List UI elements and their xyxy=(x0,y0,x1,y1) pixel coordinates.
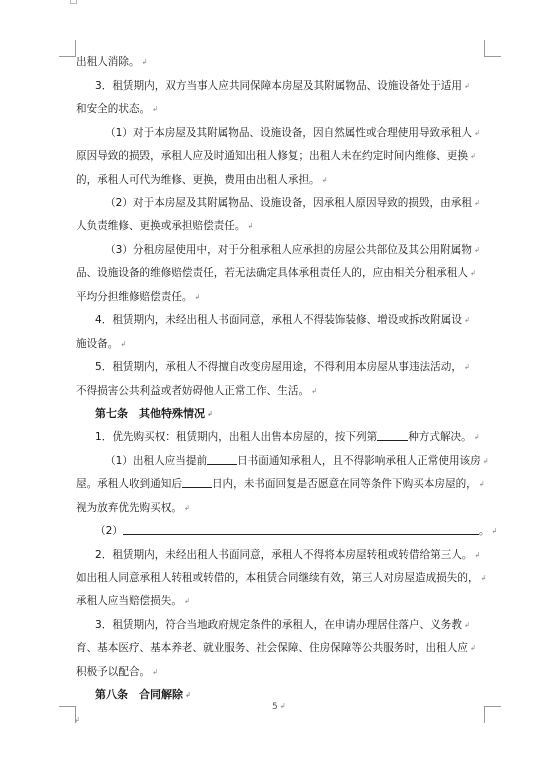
line-text: 视为放弃优先购买权。 xyxy=(76,502,182,514)
paragraph-mark: ↲ xyxy=(463,316,470,324)
line-text: 平均分担维修赔偿责任。 xyxy=(76,291,193,303)
text-segment: （1）出租人应当提前 xyxy=(105,455,208,467)
paragraph-mark: ↲ xyxy=(469,644,476,652)
line-text: 如出租人同意承租人转租或转借的，本租赁合同继续有效，第三人对房屋造成损失的， xyxy=(76,572,479,584)
text-line xyxy=(95,548,557,562)
paragraph-mark: ↲ xyxy=(141,58,148,66)
text-line xyxy=(76,641,557,655)
line-text: 5．租赁期内，承租人不得擅自改变房屋用途，不得利用本房屋从事违法活动， xyxy=(95,361,462,373)
text-line xyxy=(76,173,557,187)
paragraph-mark: ↲ xyxy=(311,387,317,395)
line-text: 第八条 合同解除 xyxy=(95,688,183,701)
line-text: 4．租赁期内，未经出租人书面同意，承租人不得装饰装修、增设或拆改附属设 xyxy=(95,314,462,326)
line-text: 和安全的状态。 xyxy=(76,103,151,115)
text-line xyxy=(76,571,557,585)
fill-in-blank[interactable] xyxy=(182,477,212,488)
paragraph-mark: ↲ xyxy=(194,293,201,301)
paragraph-mark: ↲ xyxy=(480,574,487,582)
text-line xyxy=(95,360,557,374)
line-text: 2．租赁期内，未经出租人书面同意，承租人不得将本房屋转租或转借给第三人。 xyxy=(95,549,473,561)
line-text: （2）对于本房屋及其附属物品、设施设备，因承租人原因导致的损毁，由承租 xyxy=(105,197,472,209)
paragraph-mark: ↲ xyxy=(152,668,159,676)
text-segment: （2） xyxy=(95,525,123,537)
paragraph-mark: ↲ xyxy=(491,527,498,535)
text-line xyxy=(76,55,557,69)
text-segment: 。 xyxy=(478,525,490,537)
paragraph-mark: ↲ xyxy=(469,152,476,160)
paragraph-mark: ↲ xyxy=(185,691,191,699)
text-line xyxy=(105,196,557,210)
text-line xyxy=(76,384,557,398)
text-line xyxy=(76,290,557,304)
text-segment: 日内，未书面回复是否愿意在同等条件下购买本房屋的， xyxy=(211,478,477,490)
line-text: 3．租赁期内，双方当事人应共同保障本房屋及其附属物品、设施设备处于适用 xyxy=(95,80,462,92)
text-line xyxy=(95,313,557,327)
fill-in-blank[interactable] xyxy=(207,454,237,465)
line-text: 品、设施设备的维修赔偿责任，若无法确定具体承租责任人的，应由相关分租承租人 xyxy=(76,267,468,279)
line-text: 的，承租人可代为维修、更换，费用由出租人承担。 xyxy=(76,174,320,186)
text-line xyxy=(105,243,557,257)
text-line xyxy=(105,126,557,140)
line-text: 第七条 其他特殊情况 xyxy=(95,407,205,420)
line-text: 出租人消除。 xyxy=(76,56,140,68)
paragraph-mark: ↲ xyxy=(183,597,190,605)
paragraph-mark: ↲ xyxy=(473,246,480,254)
text-line xyxy=(76,337,557,351)
text-line xyxy=(76,665,557,679)
text-line xyxy=(76,501,557,515)
text-line xyxy=(76,219,557,233)
text-line xyxy=(95,79,557,93)
text-line xyxy=(76,266,557,280)
paragraph-mark: ↲ xyxy=(473,129,480,137)
paragraph-mark: ↲ xyxy=(463,621,470,629)
paragraph-mark: ↲ xyxy=(473,433,480,441)
line-text: （3）分租房屋使用中，对于分租承租人应承担的房屋公共部位及其公用附属物 xyxy=(105,244,472,256)
line-text: 积极予以配合。 xyxy=(76,666,151,678)
text-line xyxy=(95,524,557,538)
line-text: 育、基本医疗、基本养老、就业服务、社会保障、住房保障等公共服务时，出租人应 xyxy=(76,642,468,654)
paragraph-mark: ↲ xyxy=(321,176,328,184)
top-edge-mark xyxy=(70,0,77,4)
text-segment: 种方式解决。 xyxy=(408,431,472,443)
line-text: 原因导致的损毁，承租人应及时通知出租人修复；出租人未在约定时间内维修、更换 xyxy=(76,150,468,162)
line-text: 施设备。 xyxy=(76,338,119,350)
paragraph-mark: ↲ xyxy=(463,363,470,371)
fill-in-blank[interactable] xyxy=(377,430,408,441)
page-number: 5 ↲ xyxy=(272,702,286,712)
text-line xyxy=(76,102,557,116)
line-text: 不得损害公共利益或者妨碍他人正常工作、生活。 xyxy=(76,385,310,397)
section-heading xyxy=(95,407,557,421)
line-text: （1）对于本房屋及其附属物品、设施设备，因自然属性或合理使用导致承租人 xyxy=(105,127,472,139)
line-text: 人负责维修、更换或承担赔偿责任。 xyxy=(76,220,246,232)
text-segment: 屋。承租人收到通知后 xyxy=(76,478,182,490)
fill-in-blank[interactable] xyxy=(123,524,479,535)
line-text: 承租人应当赔偿损失。 xyxy=(76,595,182,607)
text-segment: 1．优先购买权：租赁期内，出租人出售本房屋的，按下列第 xyxy=(95,431,378,443)
paragraph-mark: ↲ xyxy=(474,551,481,559)
margin-corner-bottom-right xyxy=(484,706,501,723)
text-line xyxy=(76,594,557,608)
text-segment: 日书面通知承租人，且不得影响承租人正常使用该房 xyxy=(237,455,481,467)
section-heading xyxy=(95,688,557,702)
text-line xyxy=(95,430,557,444)
text-line xyxy=(105,454,557,468)
text-line xyxy=(76,149,557,163)
paragraph-mark: ↲ xyxy=(74,716,80,724)
paragraph-mark: ↲ xyxy=(469,269,476,277)
paragraph-mark: ↲ xyxy=(247,222,254,230)
paragraph-mark: ↲ xyxy=(152,105,159,113)
paragraph-mark: ↲ xyxy=(183,504,190,512)
paragraph-mark: ↲ xyxy=(463,82,470,90)
paragraph-mark: ↲ xyxy=(120,340,127,348)
paragraph-mark: ↲ xyxy=(478,480,485,488)
paragraph-mark: ↲ xyxy=(473,199,480,207)
text-line xyxy=(95,618,557,632)
line-text: 3．租赁期内，符合当地政府规定条件的承租人，在申请办理居住落户、义务教 xyxy=(95,619,462,631)
paragraph-mark: ↲ xyxy=(207,410,213,418)
text-line xyxy=(76,477,557,491)
margin-corner-top-left xyxy=(59,40,76,57)
paragraph-mark: ↲ xyxy=(482,457,489,465)
